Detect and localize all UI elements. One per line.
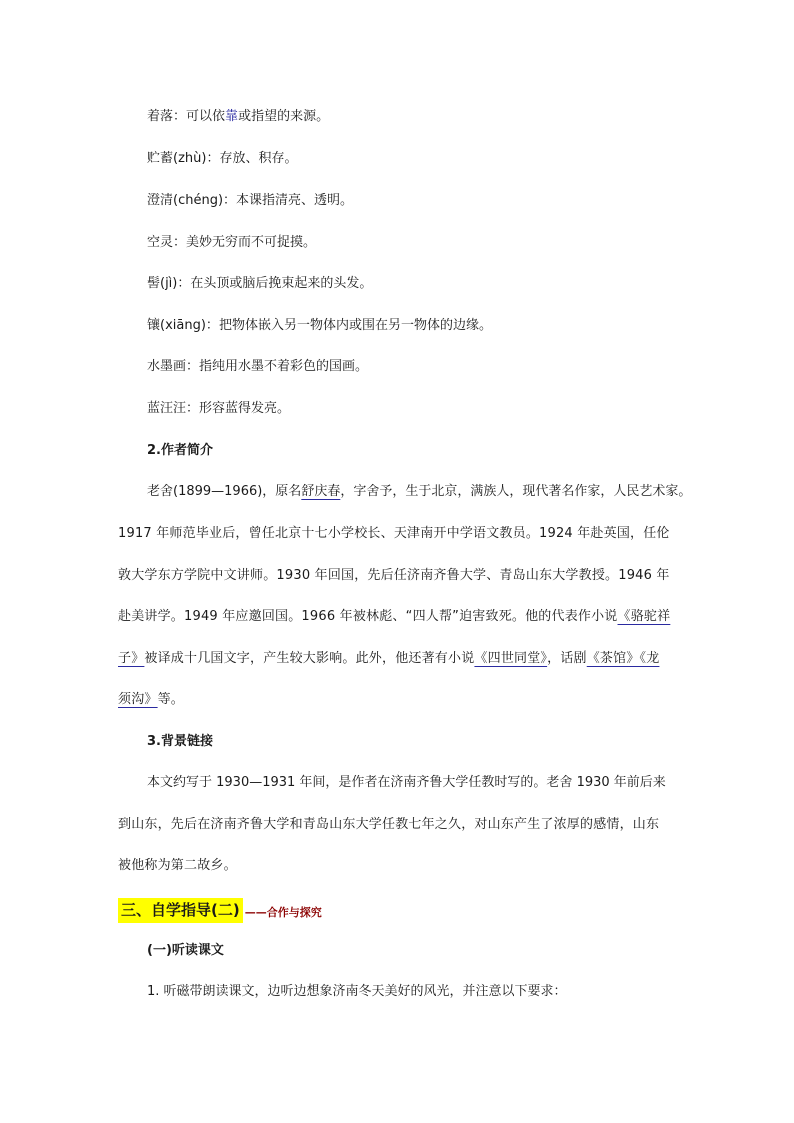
background-paragraph-line: 本文约写于 1930—1931 年间，是作者在济南齐鲁大学任教时写的。老舍 1930 年前后来 [147,775,666,790]
background-heading: 3.背景链接 [147,734,213,749]
listen-instruction: 1. 听磁带朗读课文，边听边想象济南冬天美好的风光，并注意以下要求： [147,984,567,999]
section-subtitle: ——合作与探究 [244,906,322,919]
glossary-entry: 蓝汪汪：形容蓝得发亮。 [147,401,291,416]
author-paragraph-line: 1917 年师范毕业后，曾任北京十七小学校长、天津南开中学语文教员。1924 年赴英国，任伦 [118,526,670,541]
author-paragraph-line: 子》被译成十几国文字，产生较大影响。此外，他还著有小说《四世同堂》，话剧《茶馆》《龙 [118,651,660,666]
glossary-term: 澄清(chéng) [147,193,224,208]
glossary-term: 空灵 [147,235,174,250]
glossary-entry: 着落：可以依靠或指望的来源。 [147,109,330,124]
author-name-link[interactable]: 舒庆春 [301,484,341,499]
glossary-entry: 澄清(chéng)：本课指清亮、透明。 [147,193,354,208]
glossary-entry: 髻(jì)：在头顶或脑后挽束起来的头发。 [147,276,373,291]
author-heading: 2.作者简介 [147,443,213,458]
author-paragraph-line: 老舍(1899—1966)，原名舒庆春，字舍予，生于北京，满族人，现代著名作家，人民艺术家。 [147,484,692,499]
author-paragraph-line: 须沟》等。 [118,692,185,707]
author-paragraph-line: 敦大学东方学院中文讲师。1930 年回国，先后任济南齐鲁大学、青岛山东大学教授。1946 年 [118,568,670,583]
glossary-entry: 水墨画：指纯用水墨不着彩色的国画。 [147,359,369,374]
glossary-entry: 贮蓄(zhù)：存放、积存。 [147,151,298,166]
work-link[interactable]: 子》 [118,651,145,666]
work-link[interactable]: 须沟》 [118,692,158,707]
section-title: 三、自学指导(二) [118,898,243,923]
work-link[interactable]: 《四世同堂》 [474,651,548,666]
glossary-term: 水墨画 [147,359,187,374]
glossary-term: 着落 [147,109,174,124]
glossary-entry: 镶(xiāng)：把物体嵌入另一物体内或围在另一物体的边缘。 [147,318,492,333]
work-link[interactable]: 《茶馆》《龙 [586,651,660,666]
listen-heading: (一)听读课文 [147,943,224,958]
background-paragraph-line: 到山东，先后在济南齐鲁大学和青岛山东大学任教七年之久，对山东产生了浓厚的感情，山东 [118,817,660,832]
background-paragraph-line: 被他称为第二故乡。 [118,858,237,873]
author-paragraph-line: 赴美讲学。1949 年应邀回国。1966 年被林彪、“四人帮”迫害致死。他的代表作小说《骆驼祥 [118,609,671,624]
glossary-term: 镶(xiāng) [147,318,206,333]
glossary-term: 髻(jì) [147,276,178,291]
section-heading [118,895,322,923]
glossary-term: 蓝汪汪 [147,401,187,416]
glossary-term: 贮蓄(zhù) [147,151,207,166]
work-link[interactable]: 《骆驼祥 [617,609,671,624]
glossary-entry: 空灵：美妙无穷而不可捉摸。 [147,235,317,250]
